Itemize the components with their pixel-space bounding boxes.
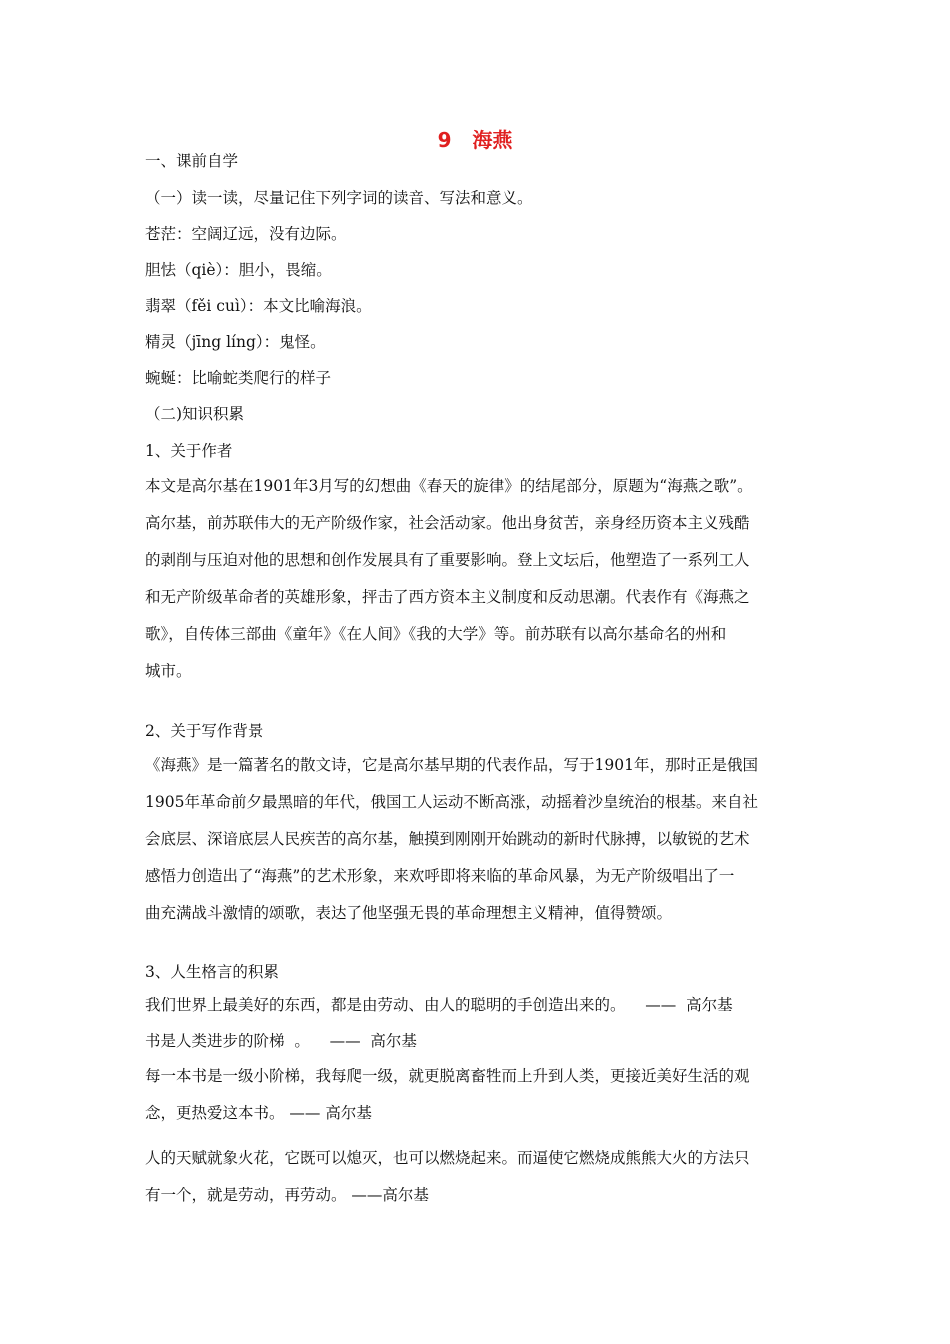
paragraph-line: 1905年革命前夕最黑暗的年代，俄国工人运动不断高涨，动摇着沙皇统治的根基。来自社 [145, 793, 758, 811]
paragraph-line: 感悟力创造出了“海燕”的艺术形象，来欢呼即将来临的革命风暴，为无产阶级唱出了一 [145, 867, 735, 885]
paragraph-line: 歌》，自传体三部曲《童年》《在人间》《我的大学》等。前苏联有以高尔基命名的州和 [145, 625, 727, 643]
paragraph-line: 曲充满战斗激情的颂歌，表达了他坚强无畏的革命理想主义精神，值得赞颂。 [145, 904, 673, 922]
about-author-heading: 1、关于作者 [145, 442, 233, 460]
vocab-item: 蜿蜒：比喻蛇类爬行的样子 [145, 369, 332, 387]
paragraph-line: 的剥削与压迫对他的思想和创作发展具有了重要影响。登上文坛后，他塑造了一系列工人 [145, 551, 750, 569]
paragraph-line: 《海燕》是一篇著名的散文诗，它是高尔基早期的代表作品，写于1901年，那时正是俄国 [145, 756, 758, 774]
vocab-item: 翡翠（fěi cuì）：本文比喻海浪。 [145, 297, 372, 315]
paragraph-line: 高尔基，前苏联伟大的无产阶级作家，社会活动家。他出身贫苦，亲身经历资本主义残酷 [145, 514, 750, 532]
paragraph-line: 有一个，就是劳动，再劳动。 ——高尔基 [145, 1186, 429, 1204]
vocab-item: 苍茫：空阔辽远，没有边际。 [145, 225, 347, 243]
about-author-paragraph [145, 468, 817, 690]
vocab-item: 胆怯（qiè）：胆小，畏缩。 [145, 261, 332, 279]
quote-item: 我们世界上最美好的东西，都是由劳动、由人的聪明的手创造出来的。 —— 高尔基 [145, 996, 733, 1014]
section-heading-preview: 一、课前自学 [145, 152, 239, 170]
paragraph-line: 念，更热爱这本书。 —— 高尔基 [145, 1104, 372, 1122]
quotes-heading: 3、人生格言的积累 [145, 963, 279, 981]
paragraph-line: 人的天赋就象火花，它既可以熄灭，也可以燃烧起来。而逼使它燃烧成熊熊大火的方法只 [145, 1149, 750, 1167]
paragraph-line: 和无产阶级革命者的英雄形象，抨击了西方资本主义制度和反动思潮。代表作有《海燕之 [145, 588, 750, 606]
quote-item [145, 1140, 817, 1214]
background-heading: 2、关于写作背景 [145, 722, 264, 740]
subsection-heading-read: （一）读一读，尽量记住下列字词的读音、写法和意义。 [145, 189, 533, 207]
paragraph-line: 会底层、深谙底层人民疾苦的高尔基，触摸到刚刚开始跳动的新时代脉搏，以敏锐的艺术 [145, 830, 750, 848]
vocab-item: 精灵（jīng líng）：鬼怪。 [145, 333, 326, 351]
subsection-heading-knowledge: （二)知识积累 [145, 405, 245, 423]
paragraph-line: 每一本书是一级小阶梯，我每爬一级，就更脱离畜牲而上升到人类，更接近美好生活的观 [145, 1067, 750, 1085]
paragraph-line: 城市。 [145, 662, 192, 680]
paragraph-line: 本文是高尔基在1901年3月写的幻想曲《春天的旋律》的结尾部分，原题为“海燕之歌”。 [145, 477, 753, 495]
quote-item: 书是人类进步的阶梯 。 —— 高尔基 [145, 1032, 417, 1050]
background-paragraph [145, 747, 817, 932]
quote-item [145, 1058, 817, 1132]
lesson-title: 9 海燕 [437, 128, 513, 152]
